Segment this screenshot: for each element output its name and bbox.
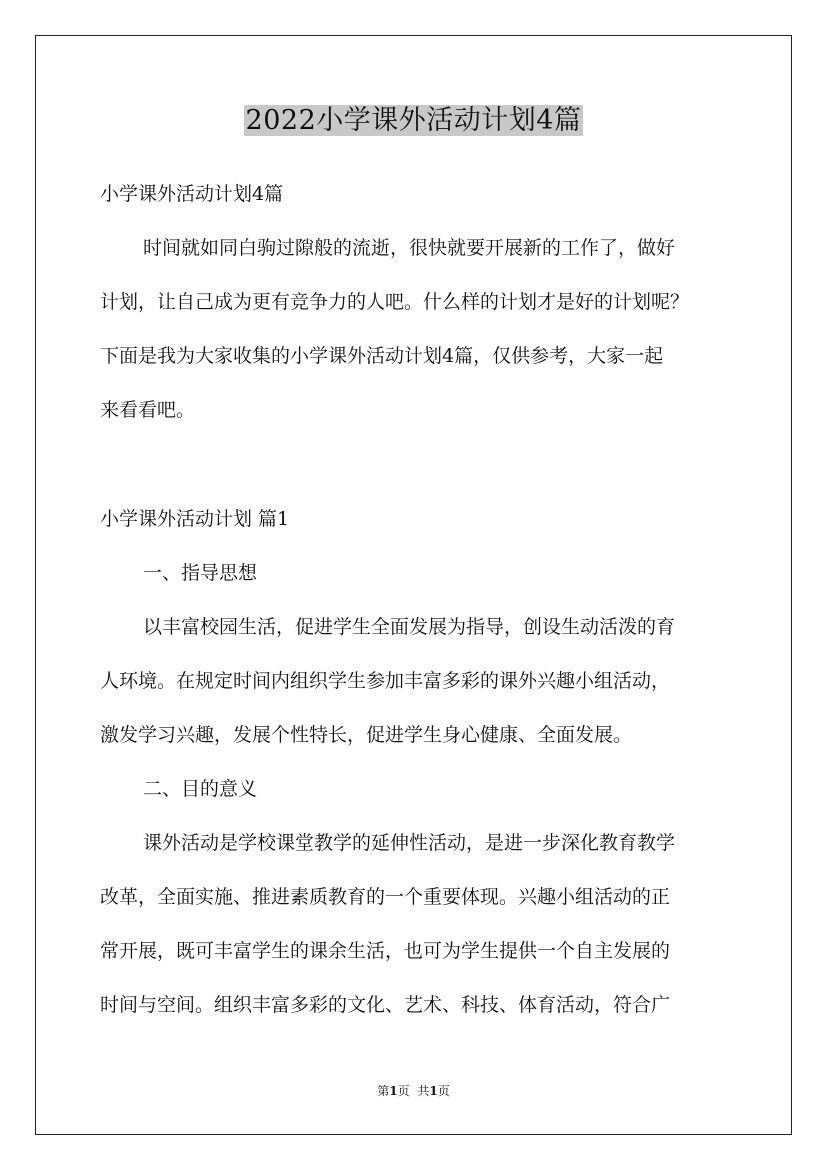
section-heading: 小学课外活动计划 篇1 <box>100 508 290 530</box>
page-footer <box>0 1083 827 1099</box>
footer-total-suffix: 页 <box>437 1084 450 1098</box>
intro-line: 计划，让自己成为更有竞争力的人吧。什么样的计划才是好的计划呢？ <box>100 291 690 313</box>
subtitle: 小学课外活动计划4篇 <box>100 183 284 205</box>
heading-purpose: 二、目的意义 <box>143 778 258 800</box>
paragraph-line: 课外活动是学校课堂教学的延伸性活动，是进一步深化教育教学 <box>143 832 676 854</box>
paragraph-line: 常开展，既可丰富学生的课余生活，也可为学生提供一个自主发展的 <box>100 940 671 962</box>
document-title <box>0 98 827 144</box>
paragraph-line: 时间与空间。组织丰富多彩的文化、艺术、科技、体育活动，符合广 <box>100 994 671 1016</box>
footer-total-number: 1 <box>429 1084 438 1098</box>
paragraph-line: 激发学习兴趣，发展个性特长，促进学生身心健康、全面发展。 <box>100 724 633 746</box>
intro-line: 时间就如同白驹过隙般的流逝，很快就要开展新的工作了，做好 <box>143 237 676 259</box>
footer-total-prefix: 共 <box>417 1084 430 1098</box>
paragraph-line: 人环境。在规定时间内组织学生参加丰富多彩的课外兴趣小组活动， <box>100 670 671 692</box>
paragraph-line: 以丰富校园生活，促进学生全面发展为指导，创设生动活泼的育 <box>143 616 676 638</box>
footer-page-suffix: 页 <box>397 1084 410 1098</box>
heading-guiding-thought: 一、指导思想 <box>143 562 258 584</box>
paragraph-line: 改革，全面实施、推进素质教育的一个重要体现。兴趣小组活动的正 <box>100 886 671 908</box>
footer-page-number: 1 <box>389 1084 398 1098</box>
document-title-text: 2022小学课外活动计划4篇 <box>245 105 582 136</box>
intro-line: 下面是我为大家收集的小学课外活动计划4篇，仅供参考，大家一起 <box>100 345 664 367</box>
footer-page-prefix: 第 <box>377 1084 390 1098</box>
intro-line: 来看看吧。 <box>100 399 196 421</box>
